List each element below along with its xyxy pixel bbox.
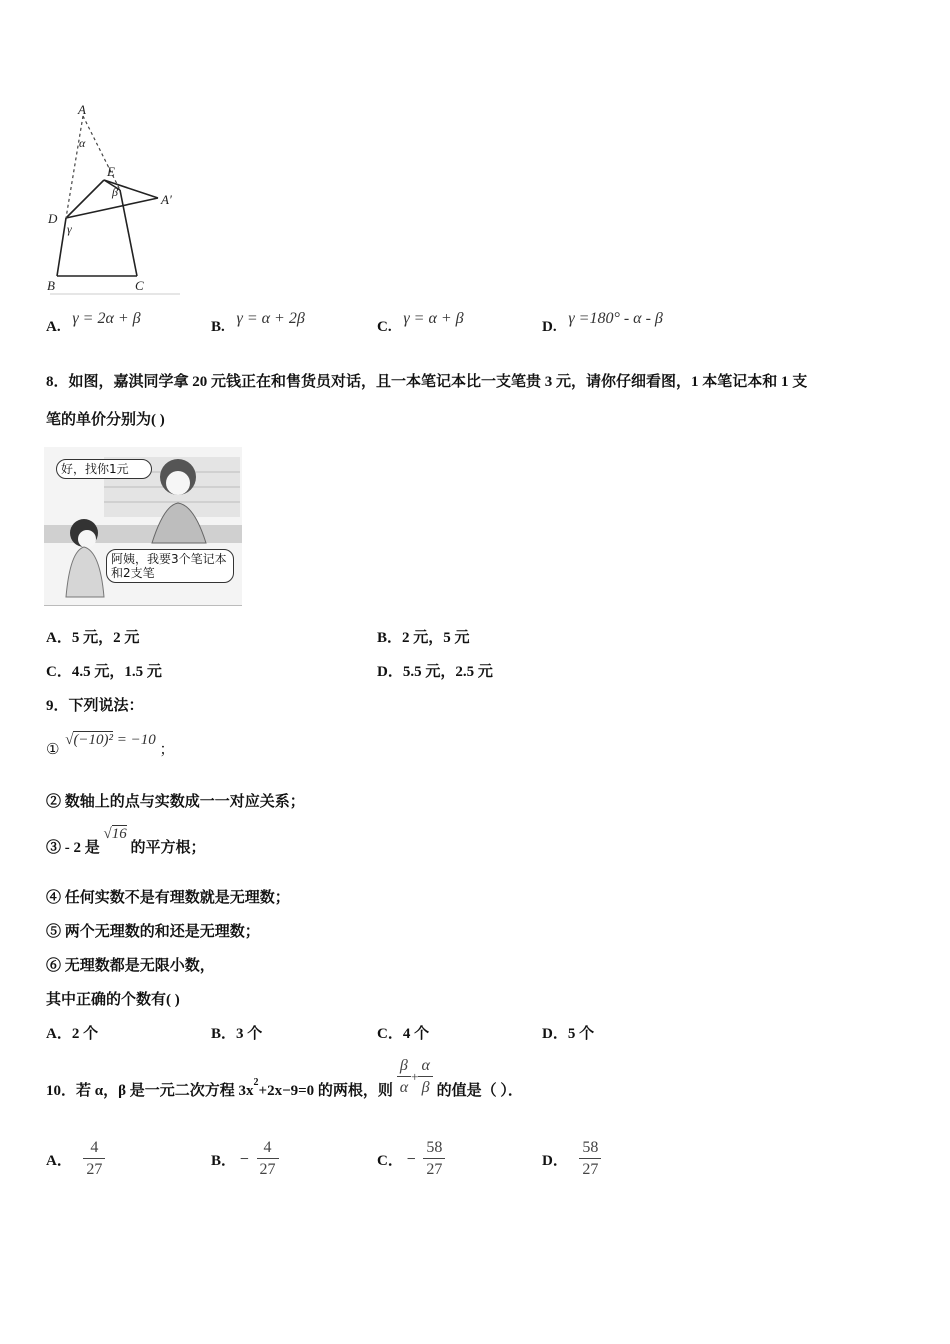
option-text: 5.5 元，2.5 元 (402, 664, 493, 680)
option-letter: A． (46, 1153, 72, 1169)
label-d: D (48, 211, 58, 226)
option-fraction (579, 1138, 601, 1181)
q9-option-c[interactable] (377, 1022, 429, 1043)
fraction-denominator: α (399, 1079, 409, 1096)
speech-bubble-clerk: 好，找你1元 (56, 459, 152, 479)
fraction-denominator: 27 (426, 1161, 443, 1178)
radicand: 16 (111, 826, 127, 842)
option-fraction (257, 1138, 279, 1181)
option-text: 2 个 (71, 1026, 99, 1042)
q9-statement-2: ② 数轴上的点与实数成一一对应关系； (46, 794, 305, 810)
q7-option-b[interactable] (211, 310, 305, 336)
option-text: 4 个 (402, 1026, 430, 1042)
option-letter: D. (542, 319, 557, 335)
q7-option-a[interactable] (46, 310, 141, 336)
option-letter: B. (211, 319, 225, 335)
option-letter: B． (211, 1026, 237, 1042)
q10-option-a[interactable] (46, 1138, 105, 1181)
q8-stem-line1: 8．如图，嘉淇同学拿 20 元钱正在和售货员对话，且一本笔记本比一支笔贵 3 元，请你仔细看图，1 本笔记本和 1 支 (46, 374, 808, 390)
statement-marker: ① (46, 740, 60, 758)
option-letter: D． (377, 664, 403, 680)
stem-post: 的值是（ ）． (436, 1082, 523, 1099)
fraction-numerator: 58 (423, 1138, 445, 1159)
label-alpha: α (79, 136, 86, 150)
option-expression: γ = 2α + β (72, 310, 141, 327)
option-text: 2 元，5 元 (402, 630, 470, 646)
q8-option-b[interactable] (377, 626, 470, 647)
option-text: 3 个 (236, 1026, 263, 1042)
fraction-numerator: 4 (83, 1138, 105, 1159)
q9-option-a[interactable] (46, 1022, 98, 1043)
option-fraction (423, 1138, 445, 1181)
fraction-denominator: 27 (86, 1161, 103, 1178)
segment-de (66, 180, 104, 218)
option-letter: B． (377, 630, 403, 646)
label-beta: β (112, 185, 118, 199)
fraction-denominator: 27 (582, 1161, 599, 1178)
option-sign: − (239, 1150, 249, 1168)
option-sign: − (406, 1150, 416, 1168)
label-e: E (107, 164, 115, 179)
fraction-beta-over-alpha (397, 1056, 411, 1099)
shop-illustration (44, 447, 242, 606)
label-a: A (78, 102, 86, 117)
option-letter: C． (377, 1026, 403, 1042)
rhs: = −10 (116, 732, 156, 748)
q10-option-c[interactable] (377, 1138, 445, 1181)
q7-option-d[interactable] (542, 310, 663, 336)
q9-title: 9．下列说法： (46, 698, 144, 714)
fraction-alpha-over-beta (418, 1056, 432, 1099)
stem-pre: 10．若 α，β 是一元二次方程 3x (46, 1082, 254, 1099)
sqrt-icon: √ (103, 826, 112, 842)
fraction-denominator: 27 (259, 1161, 276, 1178)
segment-bd (57, 218, 66, 276)
q8-option-a[interactable] (46, 626, 139, 647)
option-letter: C． (377, 1153, 403, 1169)
option-letter: A． (46, 1026, 72, 1042)
option-letter: B． (211, 1153, 237, 1169)
stem-sup: 2 (253, 1076, 259, 1088)
statement-post: 的平方根； (130, 840, 206, 856)
geometry-figure (40, 100, 200, 300)
q10-option-d[interactable] (542, 1138, 601, 1181)
statement-end: ； (159, 742, 175, 758)
option-expression: γ =180° - α - β (568, 310, 663, 327)
option-letter: A. (46, 319, 61, 335)
option-expression: γ = α + 2β (236, 310, 305, 327)
q8-stem-line2: 笔的单价分别为( ) (46, 412, 165, 428)
geometry-figure-svg (40, 100, 200, 300)
option-text: 5 元，2 元 (71, 630, 140, 646)
fraction-denominator: β (421, 1079, 430, 1096)
label-c: C (135, 278, 144, 293)
fraction-numerator: β (397, 1056, 411, 1077)
sqrt-expression (104, 825, 131, 842)
segment-da-prime (66, 198, 158, 218)
stem-mid: +2x−9=0 的两根，则 (258, 1082, 393, 1099)
q8-option-c[interactable] (46, 660, 162, 681)
q9-option-d[interactable] (542, 1022, 594, 1043)
plus-sign: + (411, 1068, 419, 1084)
q10-option-b[interactable] (211, 1138, 279, 1181)
label-gamma: γ (67, 222, 72, 236)
q8-option-d[interactable] (377, 660, 493, 681)
option-expression: γ = α + β (403, 310, 464, 327)
q9-option-b[interactable] (211, 1022, 262, 1043)
sqrt-icon: √ (65, 732, 74, 748)
fraction-numerator: 58 (579, 1138, 601, 1159)
q9-statement-6: ⑥ 无理数都是无限小数， (46, 958, 215, 974)
option-fraction (83, 1138, 105, 1181)
label-b: B (47, 278, 55, 293)
q9-question: 其中正确的个数有( ) (46, 992, 180, 1008)
speech-bubble-student: 阿姨，我要3个笔记本和2支笔 (106, 549, 234, 583)
sqrt-expression (65, 731, 117, 748)
option-letter: C. (377, 319, 392, 335)
option-letter: D． (542, 1026, 568, 1042)
q9-statement-3 (46, 822, 206, 856)
fraction-numerator: 4 (257, 1138, 279, 1159)
label-a-prime: A′ (161, 192, 172, 207)
option-letter: A． (46, 630, 72, 646)
radicand: (−10)² (73, 732, 114, 748)
statement-pre: ③ - 2 是 (46, 840, 100, 856)
q9-statement-5: ⑤ 两个无理数的和还是无理数； (46, 924, 260, 940)
q9-statement-1 (46, 728, 175, 758)
fraction-numerator: α (418, 1056, 432, 1077)
option-letter: C． (46, 664, 72, 680)
option-text: 5 个 (567, 1026, 595, 1042)
option-letter: D． (542, 1153, 568, 1169)
option-text: 4.5 元，1.5 元 (71, 664, 162, 680)
q9-statement-4: ④ 任何实数不是有理数就是无理数； (46, 890, 290, 906)
q10-stem (46, 1056, 523, 1106)
q7-option-c[interactable] (377, 310, 464, 336)
